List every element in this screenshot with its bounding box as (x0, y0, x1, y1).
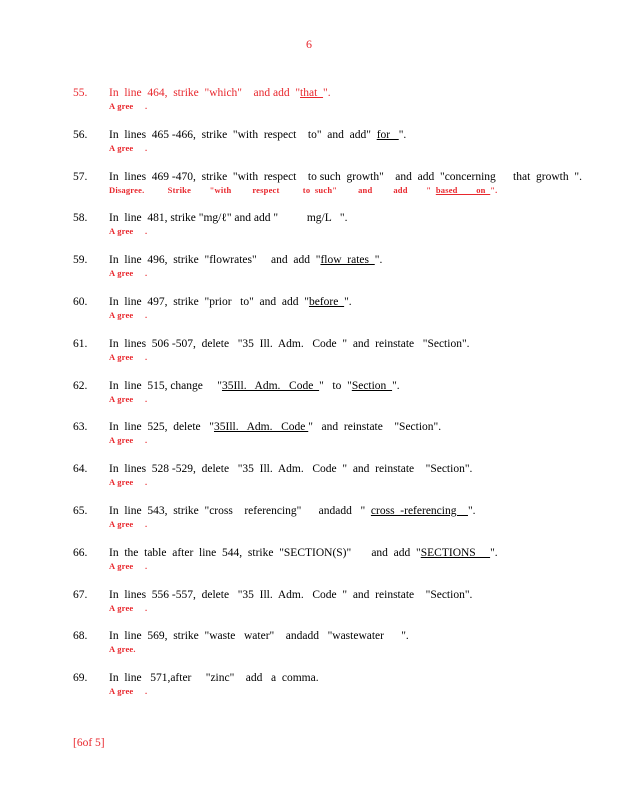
text-segment: ". (467, 504, 476, 517)
text-segment: In lines 469 -470, strike "with respect to such growth" and add "concerning that growth ". (109, 170, 582, 183)
amendment-text (109, 504, 579, 518)
amendment-text (109, 170, 582, 184)
text-segment: In lines 465 -466, strike "with respect to" and add" (109, 128, 377, 141)
underlined-insertion: SECTIONS (420, 546, 491, 559)
amendment-text (109, 253, 579, 267)
text-segment: " and reinstate "Section". (308, 421, 442, 434)
agency-response: A gree . (109, 309, 148, 320)
amendment-item (0, 337, 618, 379)
item-body (109, 86, 579, 112)
amendment-text (109, 128, 579, 142)
item-number: 58. (73, 212, 88, 225)
item-number: 62. (73, 379, 88, 392)
amendment-text (109, 629, 579, 643)
text-segment: In the table after line 544, strike "SECTION(S)" and add " (109, 546, 421, 559)
item-number: 66. (73, 546, 88, 559)
text-segment: In lines 528 -529, delete "35 Ill. Adm. Code " and reinstate "Section". (109, 463, 473, 476)
amendment-text (109, 546, 579, 560)
text-segment: Disagree. Strike "with respect to such" and add " (109, 184, 436, 195)
amendment-item (0, 504, 618, 546)
agency-response: A gree . (109, 393, 148, 404)
text-segment: In line 515, change " (109, 379, 222, 392)
amendment-text (109, 462, 579, 476)
item-body (109, 337, 579, 363)
text-segment: In line 571,after "zinc" add a comma. (109, 672, 319, 685)
amendment-item (0, 629, 618, 671)
amendment-item (0, 295, 618, 337)
text-segment: In line 525, delete " (109, 421, 214, 434)
amendment-text (109, 295, 579, 309)
item-number: 57. (73, 170, 88, 183)
item-number: 60. (73, 295, 88, 308)
amendment-text (109, 211, 579, 225)
page-number: 6 (306, 37, 312, 51)
item-number: 55. (73, 87, 88, 99)
text-segment: ". (344, 295, 352, 308)
text-segment: In line 497, strike "prior to" and add " (109, 295, 309, 308)
underlined-insertion: for (376, 128, 399, 141)
agency-response (109, 184, 579, 196)
text-segment: ". (374, 254, 383, 267)
amendment-item (0, 379, 618, 421)
item-number: 69. (73, 672, 88, 685)
agency-response: A gree . (109, 518, 148, 529)
text-segment: " to " (319, 379, 352, 392)
item-body (109, 170, 582, 196)
amendment-item (0, 420, 618, 462)
agency-response: A gree. (109, 644, 136, 655)
amendment-text (109, 86, 579, 100)
amendment-item (0, 170, 618, 212)
underlined-insertion: flow rates (320, 254, 375, 267)
item-number: 56. (73, 128, 88, 141)
item-number: 63. (73, 421, 88, 434)
underlined-insertion: cross -referencing (370, 504, 468, 517)
underlined-insertion: that (300, 87, 324, 99)
item-body (109, 379, 579, 405)
text-segment: In lines 556 -557, delete "35 Ill. Adm. Code " and reinstate "Section". (109, 588, 473, 601)
amendment-item (0, 128, 618, 170)
item-number: 64. (73, 463, 88, 476)
item-number: 68. (73, 630, 88, 643)
amendment-text (109, 671, 579, 685)
item-body (109, 420, 579, 446)
text-segment: In line 464, strike "which" and add " (109, 87, 301, 99)
item-body (109, 462, 579, 488)
agency-response: A gree . (109, 686, 148, 697)
text-segment: ". (490, 184, 498, 195)
underlined-insertion: Section (351, 379, 393, 392)
page-footer: [6of 5] (73, 737, 105, 749)
agency-response: A gree . (109, 268, 148, 279)
text-segment: ". (323, 87, 331, 99)
item-body (109, 295, 579, 321)
amendment-text (109, 379, 579, 393)
item-body (109, 546, 579, 572)
text-segment: In line 569, strike "waste water" andadd "wastewater ". (109, 630, 409, 643)
item-body (109, 211, 579, 237)
amendment-item (0, 588, 618, 630)
amendment-text (109, 420, 579, 434)
text-segment: In line 481, strike "mg/ℓ" and add " mg/L ". (109, 212, 348, 225)
amendment-item (0, 462, 618, 504)
amendment-text (109, 337, 579, 351)
amendment-item (0, 253, 618, 295)
agency-response: A gree . (109, 602, 148, 613)
agency-response: A gree . (109, 226, 148, 237)
agency-response: A gree . (109, 101, 148, 111)
underlined-insertion: 35Ill. Adm. Code (221, 379, 320, 392)
underlined-insertion: based on (435, 184, 491, 195)
text-segment: ". (398, 128, 407, 141)
agency-response: A gree . (109, 435, 148, 446)
agency-response: A gree . (109, 351, 148, 362)
item-body (109, 588, 579, 614)
agency-response: A gree . (109, 477, 148, 488)
amendment-item (0, 211, 618, 253)
item-body (109, 504, 579, 530)
item-body (109, 128, 579, 154)
underlined-insertion: before (308, 295, 345, 308)
item-body (109, 671, 579, 697)
text-segment: ". (490, 546, 498, 559)
item-number: 61. (73, 337, 88, 350)
amendment-list (0, 86, 618, 713)
item-number: 65. (73, 504, 88, 517)
amendment-text (109, 588, 579, 602)
item-number: 67. (73, 588, 88, 601)
agency-response: A gree . (109, 560, 148, 571)
underlined-insertion: 35Ill. Adm. Code (213, 421, 309, 434)
text-segment: In line 543, strike "cross referencing" andadd " (109, 504, 371, 517)
item-number: 59. (73, 254, 88, 267)
amendment-item (0, 671, 618, 713)
item-body (109, 629, 579, 655)
amendment-item (0, 546, 618, 588)
agency-response: A gree . (109, 142, 148, 153)
text-segment: In lines 506 -507, delete "35 Ill. Adm. Code " and reinstate "Section". (109, 337, 470, 350)
text-segment: In line 496, strike "flowrates" and add " (109, 254, 321, 267)
amendment-item (0, 86, 618, 128)
text-segment: ". (392, 379, 400, 392)
item-body (109, 253, 579, 279)
